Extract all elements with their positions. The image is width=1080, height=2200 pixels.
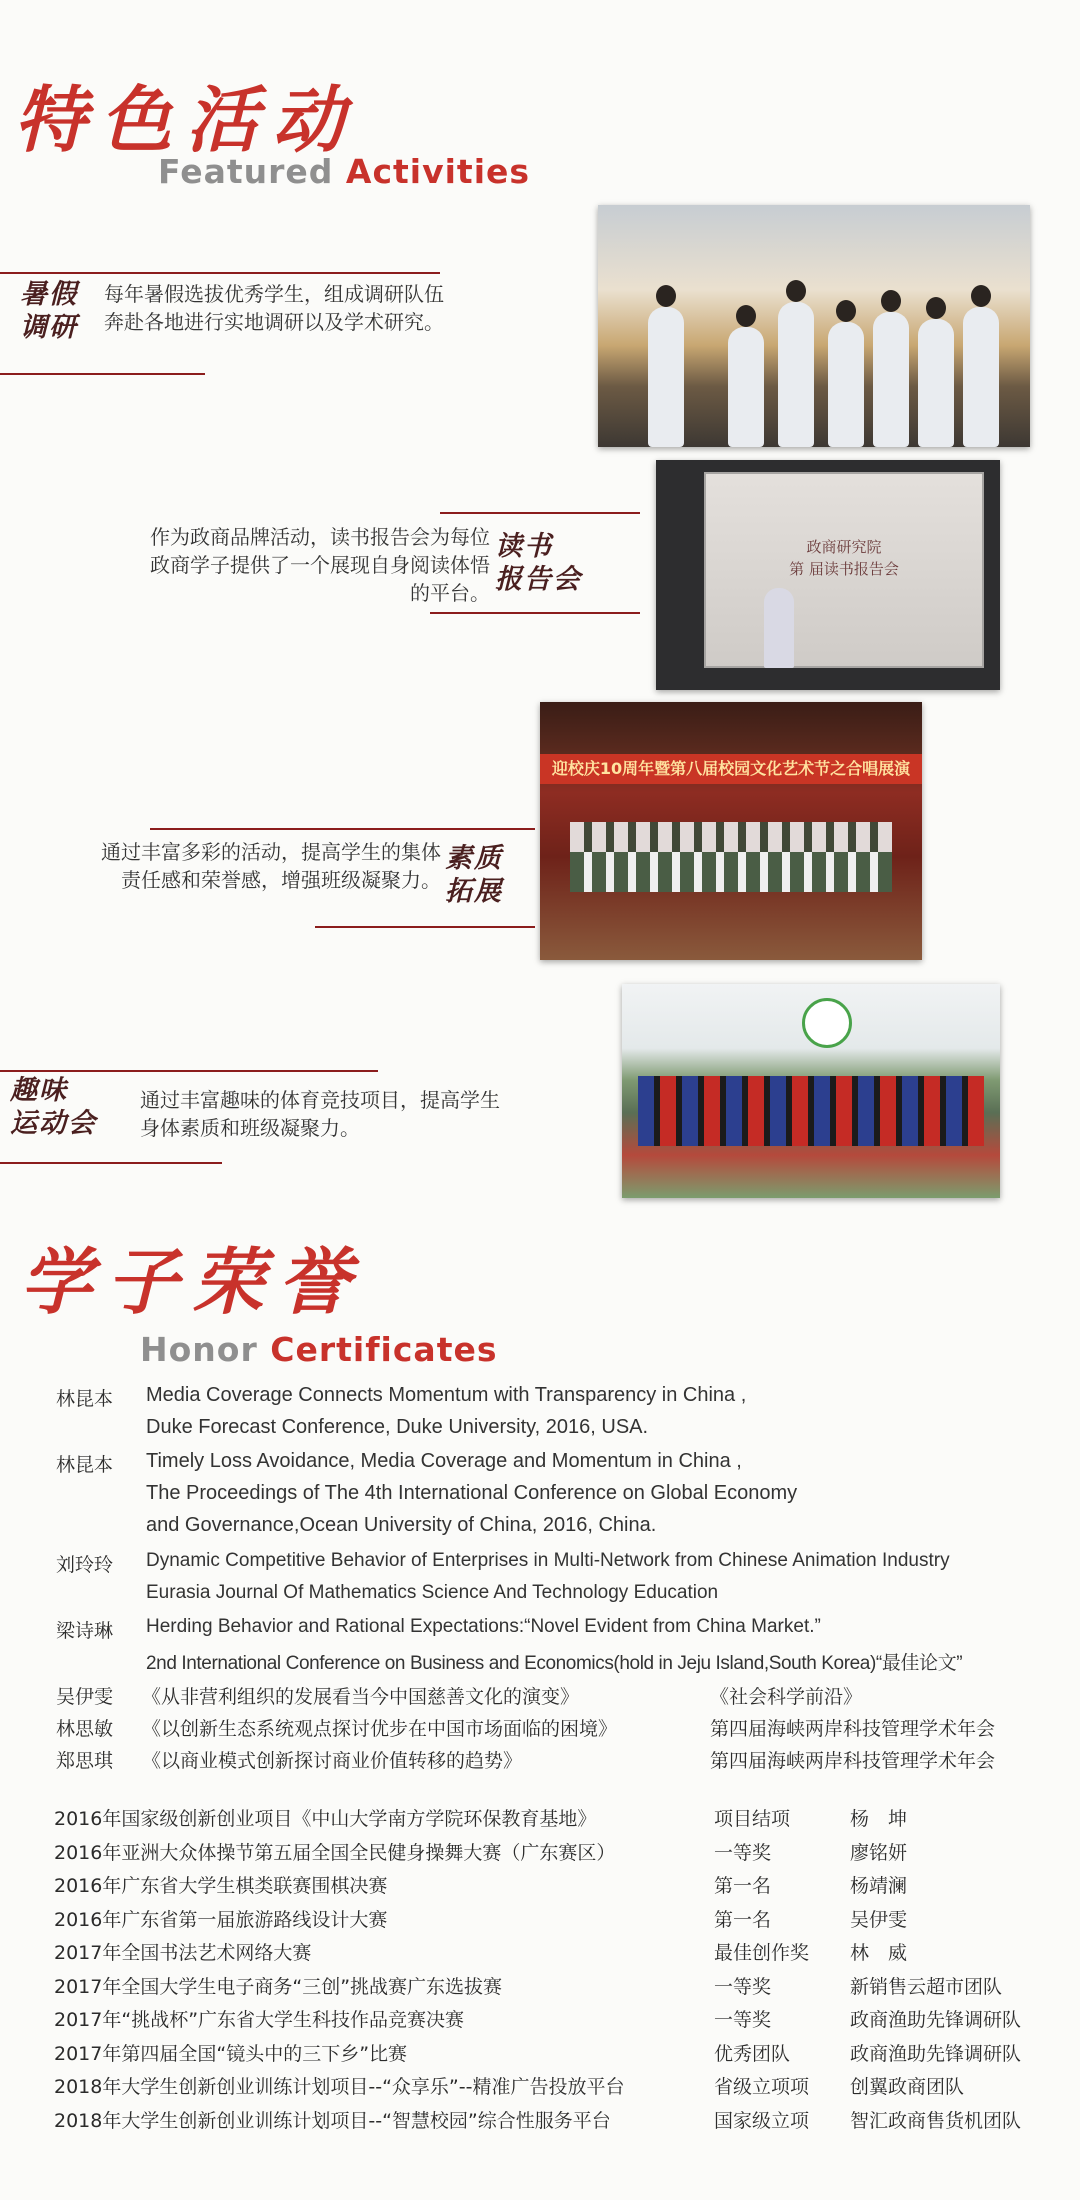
photo-book-report xyxy=(656,460,1000,690)
featured-title-en-gray: Featured xyxy=(158,152,334,191)
award-row xyxy=(54,2039,1064,2071)
cn-paper-row xyxy=(56,1714,1056,1746)
award-event: 2016年亚洲大众体操节第五届全国全民健身操舞大赛（广东赛区） xyxy=(54,1841,616,1864)
award-recipient: 吴伊雯 xyxy=(850,1908,908,1931)
cn-paper-title: 《从非营利组织的发展看当今中国慈善文化的演变》 xyxy=(142,1686,580,1708)
award-event: 2016年广东省第一届旅游路线设计大赛 xyxy=(54,1908,388,1931)
paper-4-line-1: Herding Behavior and Rational Expectations:“Novel Evident from China Market.” xyxy=(146,1616,821,1637)
activity-1-text: 每年暑假选拔优秀学生，组成调研队伍奔赴各地进行实地调研以及学术研究。 xyxy=(104,282,444,334)
paper-4-line-2: 2nd International Conference on Business and Economics(hold in Jeju Island,South Korea)“最佳论文” xyxy=(146,1653,963,1674)
award-result: 第一名 xyxy=(714,1875,772,1897)
activity-2-bottom-line xyxy=(430,612,640,614)
cn-paper-row xyxy=(56,1746,1056,1778)
activity-4-top-line xyxy=(0,1070,378,1072)
award-row xyxy=(54,1938,1064,1970)
award-event: 2018年大学生创新创业训练计划项目--“众享乐”--精准广告投放平台 xyxy=(54,2076,625,2098)
paper-2-line-3: and Governance,Ocean University of China, 2016, China. xyxy=(146,1514,657,1536)
cn-paper-venue: 第四届海峡两岸科技管理学术年会 xyxy=(710,1750,996,1772)
activity-4-label: 趣味 运动会 xyxy=(10,1075,97,1139)
award-recipient: 新销售云超市团队 xyxy=(850,1975,1003,1998)
activity-1-bottom-line xyxy=(0,373,205,375)
award-recipient: 智汇政商售货机团队 xyxy=(850,2109,1022,2132)
activity-3-label: 素质 拓展 xyxy=(445,843,503,907)
cn-paper-author: 郑思琪 xyxy=(56,1750,114,1772)
activity-1-top-line xyxy=(0,272,440,274)
award-result: 项目结项 xyxy=(714,1808,791,1830)
award-row xyxy=(54,1804,1064,1836)
award-recipient: 廖铭妍 xyxy=(850,1841,908,1864)
award-result: 国家级立项 xyxy=(714,2109,810,2132)
paper-2-line-2: The Proceedings of The 4th International Conference on Global Economy xyxy=(146,1482,798,1504)
logo-badge xyxy=(802,998,852,1048)
honors-title-en-red: Certificates xyxy=(270,1330,498,1369)
honors-title-cn: 学子荣誉 xyxy=(20,1239,365,1324)
paper-1-author: 林昆本 xyxy=(56,1388,114,1410)
award-recipient: 政商渔助先锋调研队 xyxy=(850,2042,1022,2065)
award-result: 省级立项项 xyxy=(714,2076,810,2098)
activity-4-bottom-line xyxy=(0,1162,222,1164)
cn-paper-row xyxy=(56,1682,1056,1714)
award-result: 一等奖 xyxy=(714,2009,772,2031)
activity-2-text: 作为政商品牌活动，读书报告会为每位政商学子提供了一个展现自身阅读体悟的平台。 xyxy=(150,525,490,605)
paper-1-line-2: Duke Forecast Conference, Duke University, 2016, USA. xyxy=(146,1416,649,1438)
activity-4-text: 通过丰富趣味的体育竞技项目，提高学生身体素质和班级凝聚力。 xyxy=(140,1088,500,1140)
award-recipient: 林 威 xyxy=(850,1942,908,1964)
honors-title-en-gray: Honor xyxy=(140,1330,258,1369)
photo-summer-research xyxy=(598,205,1030,447)
award-recipient: 杨 坤 xyxy=(850,1808,908,1830)
paper-3-line-2: Eurasia Journal Of Mathematics Science And Technology Education xyxy=(146,1582,719,1603)
paper-3-line-1: Dynamic Competitive Behavior of Enterprises in Multi-Network from Chinese Animation Industry xyxy=(146,1550,950,1571)
award-event: 2018年大学生创新创业训练计划项目--“智慧校园”综合性服务平台 xyxy=(54,2109,611,2132)
award-row xyxy=(54,1905,1064,1937)
paper-1-line-1: Media Coverage Connects Momentum with Transparency in China , xyxy=(146,1384,747,1406)
featured-title-en-red: Activities xyxy=(345,152,531,191)
activity-3-text: 通过丰富多彩的活动，提高学生的集体责任感和荣誉感，增强班级凝聚力。 xyxy=(101,840,441,892)
paper-2-line-1: Timely Loss Avoidance, Media Coverage and Momentum in China , xyxy=(146,1450,742,1472)
activity-2-label: 读书 报告会 xyxy=(495,531,582,595)
cn-paper-author: 林思敏 xyxy=(56,1718,114,1740)
activity-3-top-line xyxy=(150,828,535,830)
award-row xyxy=(54,2072,1064,2104)
award-event: 2017年全国大学生电子商务“三创”挑战赛广东选拔赛 xyxy=(54,1975,503,1998)
featured-title-en xyxy=(158,152,530,191)
screen-line-2: 第 届读书报告会 xyxy=(789,560,899,578)
cn-paper-title: 《以创新生态系统观点探讨优步在中国市场面临的困境》 xyxy=(142,1718,618,1740)
award-row xyxy=(54,1871,1064,1903)
award-event: 2017年第四届全国“镜头中的三下乡”比赛 xyxy=(54,2042,408,2065)
award-row xyxy=(54,2005,1064,2037)
featured-title-cn: 特色活动 xyxy=(14,77,359,162)
award-result: 最佳创作奖 xyxy=(714,1942,810,1964)
screen-line-1: 政商研究院 xyxy=(806,538,882,556)
activity-1-label: 暑假 调研 xyxy=(20,279,78,343)
photo-sports-meeting xyxy=(622,984,1000,1198)
activity-3-bottom-line xyxy=(315,926,535,928)
speaker-figure xyxy=(764,588,794,668)
award-result: 一等奖 xyxy=(714,1975,772,1998)
award-result: 一等奖 xyxy=(714,1841,772,1864)
paper-4-author: 梁诗琳 xyxy=(56,1620,114,1642)
choir-banner: 迎校庆10周年暨第八届校园文化艺术节之合唱展演 xyxy=(540,754,922,784)
award-row xyxy=(54,2106,1064,2138)
honors-title-en xyxy=(140,1330,498,1369)
award-event: 2016年国家级创新创业项目《中山大学南方学院环保教育基地》 xyxy=(54,1808,597,1830)
award-event: 2016年广东省大学生棋类联赛围棋决赛 xyxy=(54,1875,388,1897)
cn-paper-author: 吴伊雯 xyxy=(56,1686,114,1708)
award-row xyxy=(54,1972,1064,2004)
award-recipient: 创翼政商团队 xyxy=(850,2076,965,2098)
activity-2-top-line xyxy=(440,512,640,514)
photo-choir xyxy=(540,702,922,960)
award-result: 第一名 xyxy=(714,1908,772,1931)
award-result: 优秀团队 xyxy=(714,2042,791,2065)
award-row xyxy=(54,1838,1064,1870)
cn-paper-title: 《以商业模式创新探讨商业价值转移的趋势》 xyxy=(142,1750,523,1772)
award-recipient: 政商渔助先锋调研队 xyxy=(850,2009,1022,2031)
paper-3-author: 刘玲玲 xyxy=(56,1554,114,1576)
award-recipient: 杨靖澜 xyxy=(850,1875,908,1897)
award-event: 2017年全国书法艺术网络大赛 xyxy=(54,1942,312,1964)
award-event: 2017年“挑战杯”广东省大学生科技作品竞赛决赛 xyxy=(54,2009,465,2031)
cn-paper-venue: 第四届海峡两岸科技管理学术年会 xyxy=(710,1718,996,1740)
cn-paper-venue: 《社会科学前沿》 xyxy=(710,1686,863,1708)
projector-screen xyxy=(704,472,984,668)
paper-2-author: 林昆本 xyxy=(56,1454,114,1476)
